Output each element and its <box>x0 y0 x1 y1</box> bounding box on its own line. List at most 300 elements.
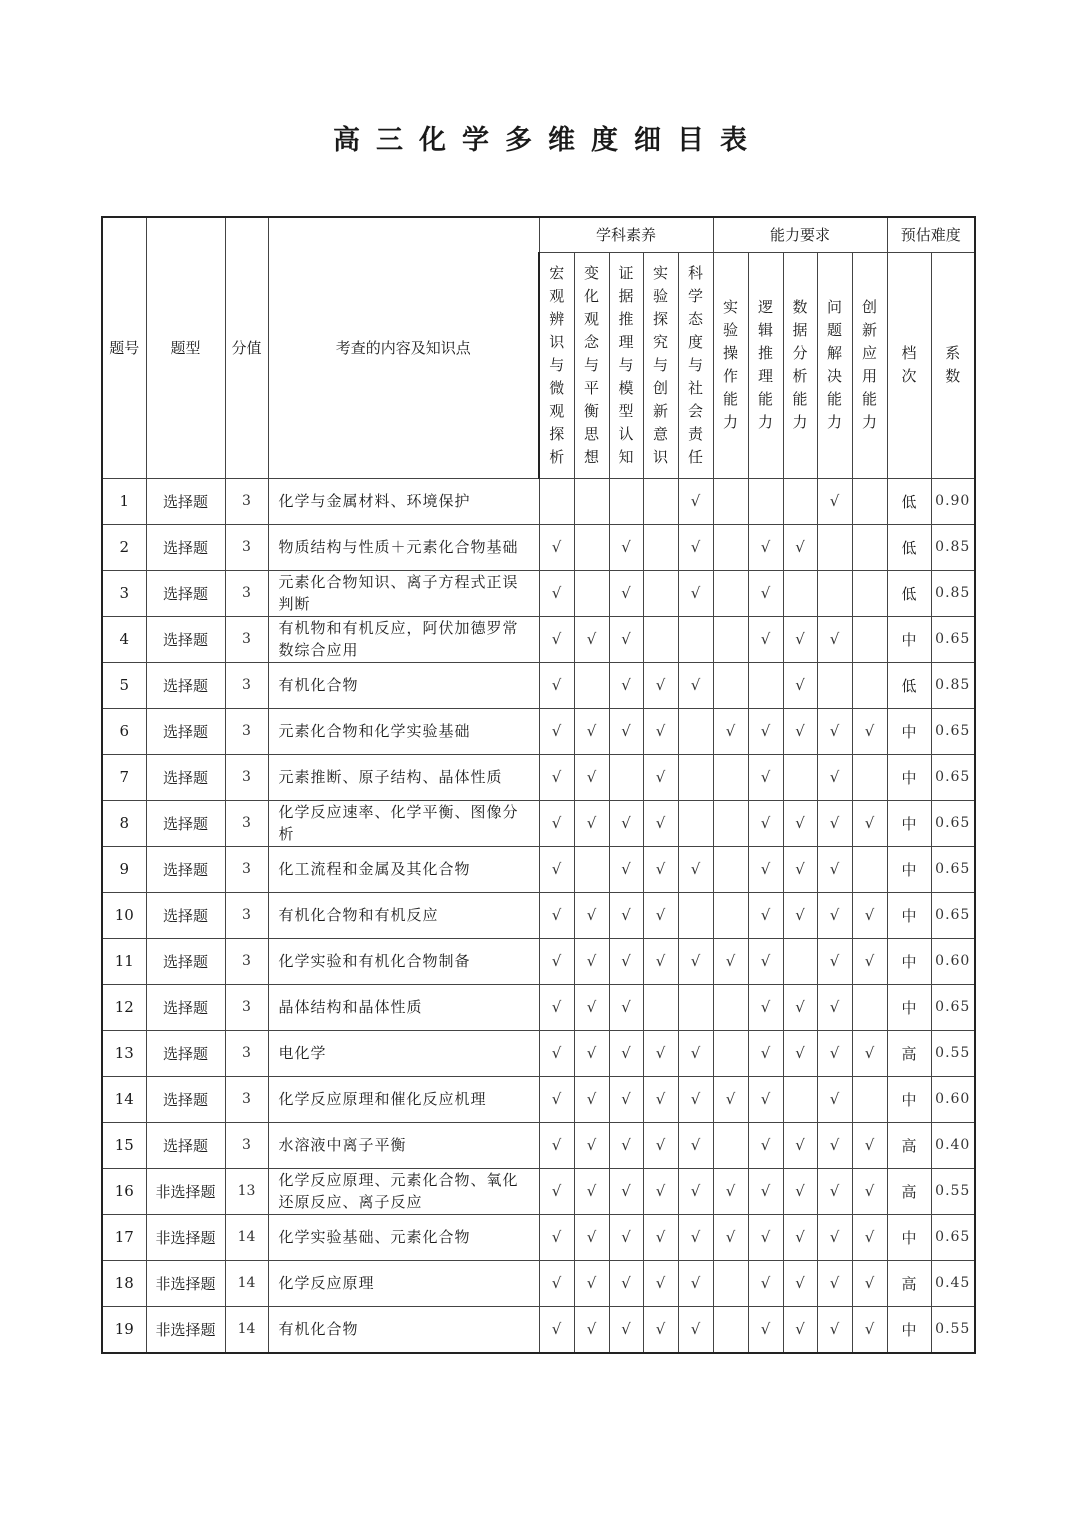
question-content: 有机化合物 <box>268 1306 539 1353</box>
literacy-check-cell <box>643 570 678 616</box>
literacy-check-cell: √ <box>609 892 643 938</box>
literacy-check-cell: √ <box>609 708 643 754</box>
literacy-check-cell: √ <box>539 524 574 570</box>
ability-check-cell <box>748 478 783 524</box>
literacy-check-cell: √ <box>678 570 713 616</box>
ability-check-cell: √ <box>817 1214 852 1260</box>
specification-table <box>101 216 976 1354</box>
ability-check-cell: √ <box>748 1030 783 1076</box>
ability-check-cell: √ <box>817 754 852 800</box>
difficulty-coefficient: 0.65 <box>931 846 975 892</box>
difficulty-coefficient: 0.85 <box>931 524 975 570</box>
difficulty-coefficient: 0.90 <box>931 478 975 524</box>
question-type: 选择题 <box>146 570 225 616</box>
ability-check-cell: √ <box>817 616 852 662</box>
literacy-check-cell: √ <box>643 754 678 800</box>
literacy-check-cell <box>678 984 713 1030</box>
header-group-literacy: 学科素养 <box>539 217 713 252</box>
literacy-check-cell: √ <box>643 662 678 708</box>
literacy-check-cell <box>574 846 609 892</box>
literacy-check-cell <box>678 754 713 800</box>
question-number: 19 <box>102 1306 146 1353</box>
question-type: 选择题 <box>146 478 225 524</box>
question-content: 元素推断、原子结构、晶体性质 <box>268 754 539 800</box>
question-number: 18 <box>102 1260 146 1306</box>
difficulty-coefficient: 0.65 <box>931 984 975 1030</box>
ability-check-cell: √ <box>783 984 817 1030</box>
difficulty-level: 高 <box>887 1168 931 1214</box>
question-type: 选择题 <box>146 892 225 938</box>
literacy-check-cell: √ <box>643 1122 678 1168</box>
literacy-check-cell: √ <box>574 1214 609 1260</box>
literacy-check-cell: √ <box>574 984 609 1030</box>
literacy-check-cell: √ <box>539 1122 574 1168</box>
difficulty-level: 中 <box>887 1214 931 1260</box>
question-score: 3 <box>225 1122 268 1168</box>
question-number: 1 <box>102 478 146 524</box>
literacy-check-cell: √ <box>609 846 643 892</box>
ability-check-cell: √ <box>748 1306 783 1353</box>
literacy-check-cell: √ <box>539 708 574 754</box>
difficulty-coefficient: 0.65 <box>931 800 975 846</box>
header-content: 考查的内容及知识点 <box>268 217 539 478</box>
ability-check-cell: √ <box>817 1306 852 1353</box>
difficulty-coefficient: 0.85 <box>931 570 975 616</box>
ability-check-cell: √ <box>783 662 817 708</box>
ability-check-cell: √ <box>713 1168 748 1214</box>
question-content: 晶体结构和晶体性质 <box>268 984 539 1030</box>
question-content: 水溶液中离子平衡 <box>268 1122 539 1168</box>
difficulty-level: 高 <box>887 1030 931 1076</box>
ability-check-cell: √ <box>748 1168 783 1214</box>
header-ability-operation: 实验操作能力 <box>722 298 738 431</box>
literacy-check-cell <box>574 570 609 616</box>
header-type: 题型 <box>146 217 225 478</box>
literacy-check-cell <box>574 478 609 524</box>
literacy-check-cell: √ <box>609 1306 643 1353</box>
ability-check-cell <box>748 662 783 708</box>
difficulty-level: 低 <box>887 662 931 708</box>
literacy-check-cell: √ <box>643 1260 678 1306</box>
difficulty-coefficient: 0.65 <box>931 892 975 938</box>
ability-check-cell: √ <box>817 1168 852 1214</box>
literacy-check-cell: √ <box>643 1076 678 1122</box>
literacy-check-cell: √ <box>678 1306 713 1353</box>
question-score: 14 <box>225 1260 268 1306</box>
difficulty-level: 中 <box>887 984 931 1030</box>
table-row <box>102 1076 975 1122</box>
difficulty-level: 中 <box>887 754 931 800</box>
ability-check-cell <box>783 938 817 984</box>
difficulty-level: 中 <box>887 708 931 754</box>
table-body <box>102 478 975 1353</box>
table-row <box>102 478 975 524</box>
header-ability-data: 数据分析能力 <box>792 298 808 431</box>
question-score: 3 <box>225 708 268 754</box>
question-score: 3 <box>225 570 268 616</box>
literacy-check-cell: √ <box>539 1260 574 1306</box>
ability-check-cell: √ <box>783 1030 817 1076</box>
ability-check-cell: √ <box>817 478 852 524</box>
literacy-check-cell: √ <box>609 616 643 662</box>
table-row <box>102 708 975 754</box>
ability-check-cell: √ <box>817 846 852 892</box>
literacy-check-cell <box>574 662 609 708</box>
literacy-check-cell <box>574 524 609 570</box>
header-score: 分值 <box>225 217 268 478</box>
literacy-check-cell: √ <box>678 1168 713 1214</box>
ability-check-cell: √ <box>748 846 783 892</box>
ability-check-cell <box>783 570 817 616</box>
ability-check-cell: √ <box>783 892 817 938</box>
question-score: 3 <box>225 754 268 800</box>
question-number: 11 <box>102 938 146 984</box>
ability-check-cell <box>852 984 887 1030</box>
ability-check-cell: √ <box>748 800 783 846</box>
literacy-check-cell: √ <box>539 1306 574 1353</box>
question-score: 3 <box>225 524 268 570</box>
table-row <box>102 1030 975 1076</box>
literacy-check-cell: √ <box>678 1214 713 1260</box>
ability-check-cell <box>713 478 748 524</box>
table-row <box>102 616 975 662</box>
ability-check-cell: √ <box>852 1122 887 1168</box>
ability-check-cell <box>817 524 852 570</box>
question-score: 3 <box>225 1076 268 1122</box>
question-type: 选择题 <box>146 800 225 846</box>
ability-check-cell <box>852 846 887 892</box>
literacy-check-cell: √ <box>539 1030 574 1076</box>
question-type: 选择题 <box>146 1122 225 1168</box>
question-number: 7 <box>102 754 146 800</box>
literacy-check-cell <box>643 616 678 662</box>
question-type: 选择题 <box>146 524 225 570</box>
difficulty-level: 中 <box>887 1076 931 1122</box>
literacy-check-cell: √ <box>539 1076 574 1122</box>
question-score: 14 <box>225 1214 268 1260</box>
literacy-check-cell <box>678 800 713 846</box>
header-ability-logic: 逻辑推理能力 <box>757 298 773 431</box>
question-type: 选择题 <box>146 1076 225 1122</box>
question-content: 化学反应速率、化学平衡、图像分析 <box>268 800 539 846</box>
question-number: 12 <box>102 984 146 1030</box>
literacy-check-cell: √ <box>574 1306 609 1353</box>
ability-check-cell: √ <box>852 1306 887 1353</box>
ability-check-cell: √ <box>817 892 852 938</box>
literacy-check-cell <box>539 478 574 524</box>
question-type: 选择题 <box>146 708 225 754</box>
difficulty-level: 中 <box>887 800 931 846</box>
question-score: 14 <box>225 1306 268 1353</box>
header-ability-innovation: 创新应用能力 <box>861 298 877 431</box>
difficulty-level: 中 <box>887 1306 931 1353</box>
difficulty-coefficient: 0.65 <box>931 616 975 662</box>
ability-check-cell <box>713 1122 748 1168</box>
question-content: 元素化合物和化学实验基础 <box>268 708 539 754</box>
literacy-check-cell: √ <box>539 800 574 846</box>
literacy-check-cell: √ <box>574 1168 609 1214</box>
ability-check-cell <box>817 570 852 616</box>
table-row <box>102 1168 975 1214</box>
question-content: 化学反应原理 <box>268 1260 539 1306</box>
literacy-check-cell: √ <box>643 708 678 754</box>
header-literacy-experiment: 实验探究与创新意识 <box>652 263 668 466</box>
literacy-check-cell: √ <box>678 524 713 570</box>
literacy-check-cell: √ <box>574 708 609 754</box>
literacy-check-cell: √ <box>678 478 713 524</box>
question-score: 13 <box>225 1168 268 1214</box>
literacy-check-cell: √ <box>609 524 643 570</box>
ability-check-cell: √ <box>783 800 817 846</box>
ability-check-cell: √ <box>817 1122 852 1168</box>
literacy-check-cell: √ <box>609 1168 643 1214</box>
difficulty-coefficient: 0.45 <box>931 1260 975 1306</box>
ability-check-cell: √ <box>817 800 852 846</box>
header-ability-problem: 问题解决能力 <box>826 298 842 431</box>
ability-check-cell: √ <box>748 938 783 984</box>
literacy-check-cell: √ <box>574 892 609 938</box>
ability-check-cell: √ <box>713 1076 748 1122</box>
ability-check-cell <box>852 754 887 800</box>
literacy-check-cell: √ <box>539 938 574 984</box>
literacy-check-cell: √ <box>574 800 609 846</box>
ability-check-cell: √ <box>783 1168 817 1214</box>
difficulty-level: 中 <box>887 846 931 892</box>
literacy-check-cell: √ <box>678 1260 713 1306</box>
question-content: 有机化合物和有机反应 <box>268 892 539 938</box>
ability-check-cell: √ <box>817 1260 852 1306</box>
question-number: 13 <box>102 1030 146 1076</box>
literacy-check-cell: √ <box>678 1122 713 1168</box>
table-row <box>102 846 975 892</box>
difficulty-coefficient: 0.55 <box>931 1168 975 1214</box>
difficulty-coefficient: 0.85 <box>931 662 975 708</box>
literacy-check-cell: √ <box>539 1168 574 1214</box>
ability-check-cell <box>852 662 887 708</box>
question-score: 3 <box>225 800 268 846</box>
ability-check-cell <box>713 616 748 662</box>
question-type: 选择题 <box>146 984 225 1030</box>
literacy-check-cell: √ <box>609 662 643 708</box>
question-content: 化学与金属材料、环境保护 <box>268 478 539 524</box>
question-score: 3 <box>225 892 268 938</box>
ability-check-cell <box>852 1076 887 1122</box>
literacy-check-cell: √ <box>643 892 678 938</box>
difficulty-level: 高 <box>887 1260 931 1306</box>
ability-check-cell: √ <box>748 524 783 570</box>
question-number: 8 <box>102 800 146 846</box>
question-score: 3 <box>225 478 268 524</box>
difficulty-coefficient: 0.55 <box>931 1306 975 1353</box>
literacy-check-cell: √ <box>643 938 678 984</box>
page-title: 高三化学多维度细目表 <box>333 125 763 156</box>
literacy-check-cell: √ <box>609 570 643 616</box>
table-row <box>102 1260 975 1306</box>
question-type: 选择题 <box>146 662 225 708</box>
ability-check-cell: √ <box>817 708 852 754</box>
difficulty-coefficient: 0.65 <box>931 1214 975 1260</box>
ability-check-cell: √ <box>817 938 852 984</box>
table-row <box>102 754 975 800</box>
table-row <box>102 892 975 938</box>
literacy-check-cell: √ <box>643 1214 678 1260</box>
question-type: 选择题 <box>146 616 225 662</box>
ability-check-cell: √ <box>748 708 783 754</box>
ability-check-cell <box>713 570 748 616</box>
ability-check-cell <box>713 524 748 570</box>
question-number: 17 <box>102 1214 146 1260</box>
difficulty-level: 低 <box>887 570 931 616</box>
table-row <box>102 1306 975 1353</box>
question-number: 10 <box>102 892 146 938</box>
ability-check-cell <box>852 524 887 570</box>
ability-check-cell: √ <box>852 708 887 754</box>
ability-check-cell: √ <box>817 1030 852 1076</box>
ability-check-cell <box>783 754 817 800</box>
ability-check-cell <box>713 846 748 892</box>
literacy-check-cell <box>643 478 678 524</box>
header-level: 档次 <box>901 344 917 385</box>
literacy-check-cell: √ <box>609 800 643 846</box>
literacy-check-cell: √ <box>574 938 609 984</box>
difficulty-level: 高 <box>887 1122 931 1168</box>
ability-check-cell: √ <box>783 1260 817 1306</box>
question-number: 4 <box>102 616 146 662</box>
difficulty-level: 低 <box>887 524 931 570</box>
difficulty-coefficient: 0.40 <box>931 1122 975 1168</box>
table-row <box>102 1214 975 1260</box>
literacy-check-cell <box>643 984 678 1030</box>
question-score: 3 <box>225 1030 268 1076</box>
literacy-check-cell: √ <box>643 846 678 892</box>
question-content: 物质结构与性质＋元素化合物基础 <box>268 524 539 570</box>
ability-check-cell: √ <box>748 1122 783 1168</box>
question-score: 3 <box>225 984 268 1030</box>
ability-check-cell <box>713 984 748 1030</box>
question-content: 电化学 <box>268 1030 539 1076</box>
question-type: 非选择题 <box>146 1214 225 1260</box>
literacy-check-cell <box>609 478 643 524</box>
ability-check-cell: √ <box>713 708 748 754</box>
question-score: 3 <box>225 662 268 708</box>
ability-check-cell: √ <box>783 1306 817 1353</box>
ability-check-cell <box>783 478 817 524</box>
difficulty-coefficient: 0.65 <box>931 754 975 800</box>
ability-check-cell: √ <box>783 616 817 662</box>
literacy-check-cell: √ <box>574 1030 609 1076</box>
question-type: 非选择题 <box>146 1260 225 1306</box>
literacy-check-cell <box>643 524 678 570</box>
literacy-check-cell: √ <box>539 570 574 616</box>
ability-check-cell <box>713 1260 748 1306</box>
ability-check-cell: √ <box>817 984 852 1030</box>
header-literacy-change: 变化观念与平衡思想 <box>583 263 599 466</box>
ability-check-cell <box>852 478 887 524</box>
literacy-check-cell: √ <box>574 1260 609 1306</box>
question-number: 14 <box>102 1076 146 1122</box>
header-literacy-evidence: 证据推理与模型认知 <box>618 263 634 466</box>
table-row <box>102 1122 975 1168</box>
question-type: 选择题 <box>146 938 225 984</box>
question-score: 3 <box>225 616 268 662</box>
ability-check-cell: √ <box>748 892 783 938</box>
literacy-check-cell <box>678 708 713 754</box>
ability-check-cell: √ <box>783 524 817 570</box>
literacy-check-cell: √ <box>678 1076 713 1122</box>
question-number: 6 <box>102 708 146 754</box>
table-row <box>102 570 975 616</box>
literacy-check-cell: √ <box>539 892 574 938</box>
literacy-check-cell: √ <box>609 1122 643 1168</box>
question-content: 化学反应原理、元素化合物、氧化还原反应、离子反应 <box>268 1168 539 1214</box>
literacy-check-cell: √ <box>678 938 713 984</box>
ability-check-cell: √ <box>852 1214 887 1260</box>
literacy-check-cell: √ <box>574 1122 609 1168</box>
literacy-check-cell: √ <box>643 800 678 846</box>
literacy-check-cell: √ <box>574 616 609 662</box>
ability-check-cell: √ <box>748 1260 783 1306</box>
literacy-check-cell: √ <box>609 1076 643 1122</box>
header-literacy-attitude: 科学态度与社会责任 <box>687 263 703 466</box>
question-score: 3 <box>225 846 268 892</box>
literacy-check-cell: √ <box>539 846 574 892</box>
literacy-check-cell: √ <box>539 754 574 800</box>
difficulty-level: 低 <box>887 478 931 524</box>
difficulty-coefficient: 0.60 <box>931 1076 975 1122</box>
ability-check-cell: √ <box>748 984 783 1030</box>
question-type: 选择题 <box>146 754 225 800</box>
header-coef: 系数 <box>945 344 961 385</box>
ability-check-cell: √ <box>852 938 887 984</box>
table-row <box>102 662 975 708</box>
ability-check-cell <box>713 892 748 938</box>
ability-check-cell: √ <box>748 616 783 662</box>
question-content: 化学实验基础、元素化合物 <box>268 1214 539 1260</box>
ability-check-cell: √ <box>783 708 817 754</box>
literacy-check-cell: √ <box>609 1030 643 1076</box>
table-row <box>102 984 975 1030</box>
question-type: 非选择题 <box>146 1168 225 1214</box>
ability-check-cell: √ <box>817 1076 852 1122</box>
question-content: 化工流程和金属及其化合物 <box>268 846 539 892</box>
difficulty-coefficient: 0.60 <box>931 938 975 984</box>
ability-check-cell <box>852 570 887 616</box>
table-row <box>102 524 975 570</box>
ability-check-cell: √ <box>713 1214 748 1260</box>
literacy-check-cell <box>678 892 713 938</box>
literacy-check-cell: √ <box>609 984 643 1030</box>
question-number: 16 <box>102 1168 146 1214</box>
literacy-check-cell: √ <box>574 1076 609 1122</box>
literacy-check-cell: √ <box>678 662 713 708</box>
question-content: 有机化合物 <box>268 662 539 708</box>
ability-check-cell: √ <box>748 754 783 800</box>
literacy-check-cell: √ <box>678 1030 713 1076</box>
ability-check-cell <box>713 800 748 846</box>
literacy-check-cell: √ <box>574 754 609 800</box>
literacy-check-cell: √ <box>643 1030 678 1076</box>
ability-check-cell <box>783 1076 817 1122</box>
ability-check-cell <box>713 662 748 708</box>
question-content: 化学反应原理和催化反应机理 <box>268 1076 539 1122</box>
question-number: 5 <box>102 662 146 708</box>
ability-check-cell: √ <box>852 1260 887 1306</box>
question-number: 15 <box>102 1122 146 1168</box>
literacy-check-cell: √ <box>539 1214 574 1260</box>
ability-check-cell: √ <box>852 1030 887 1076</box>
literacy-check-cell: √ <box>609 1214 643 1260</box>
difficulty-level: 中 <box>887 938 931 984</box>
